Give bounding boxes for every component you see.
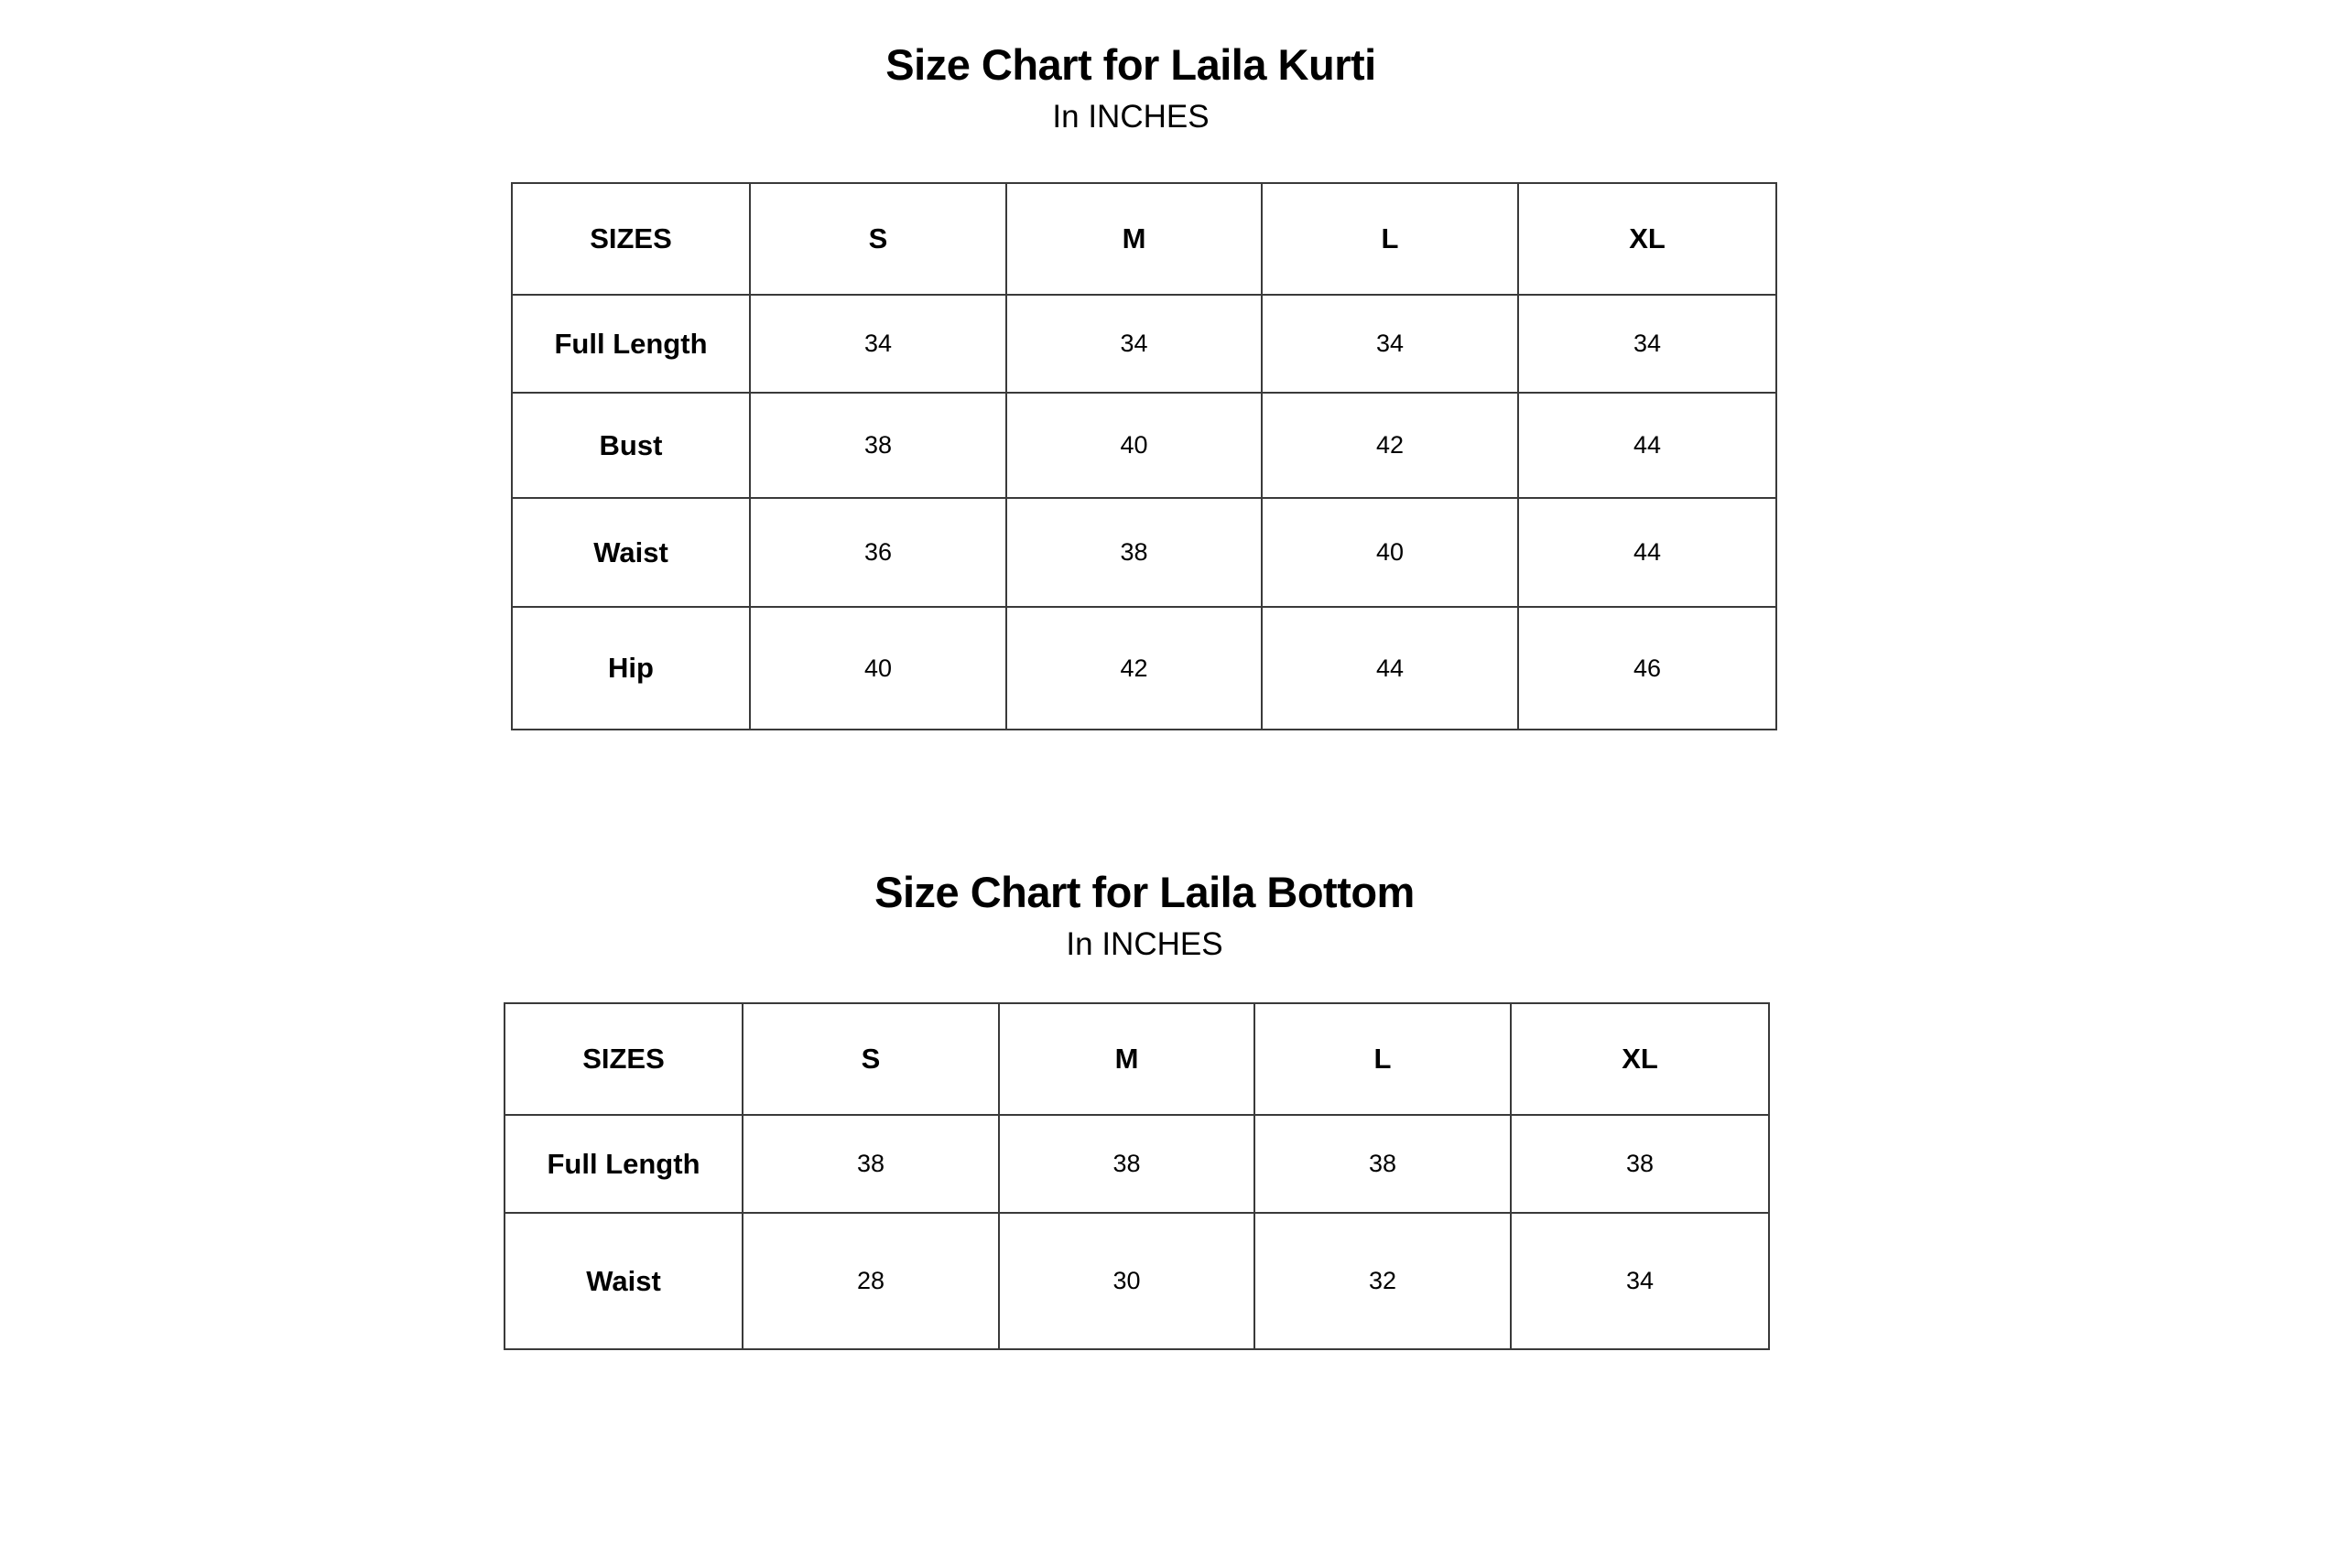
kurti-header-size-xl: XL [1518,183,1776,295]
kurti-header-size-m: M [1006,183,1262,295]
kurti-cell-value: 40 [750,607,1006,730]
kurti-cell-value: 42 [1262,393,1518,498]
table-row [512,498,1776,607]
bottom-size-chart-unit: In INCHES [1066,926,1223,962]
bottom-cell-value: 34 [1511,1213,1769,1349]
kurti-cell-value: 40 [1262,498,1518,607]
bottom-size-chart-title: Size Chart for Laila Bottom [874,868,1415,916]
kurti-header-row [512,183,1776,295]
table-row [505,1115,1769,1213]
table-row [512,295,1776,393]
kurti-cell-value: 38 [750,393,1006,498]
kurti-cell-value: 42 [1006,607,1262,730]
kurti-cell-value: 34 [1006,295,1262,393]
bottom-header-size-xl: XL [1511,1003,1769,1115]
kurti-size-chart-title: Size Chart for Laila Kurti [885,40,1376,89]
kurti-cell-value: 44 [1518,393,1776,498]
table-row [505,1213,1769,1349]
bottom-size-table [504,1002,1770,1350]
bottom-row-label-full-length: Full Length [505,1115,743,1213]
kurti-row-label-hip: Hip [512,607,750,730]
kurti-cell-value: 38 [1006,498,1262,607]
kurti-cell-value: 36 [750,498,1006,607]
bottom-cell-value: 38 [1254,1115,1511,1213]
table-row [512,393,1776,498]
bottom-cell-value: 38 [1511,1115,1769,1213]
bottom-header-row [505,1003,1769,1115]
bottom-cell-value: 30 [999,1213,1254,1349]
kurti-cell-value: 44 [1262,607,1518,730]
kurti-cell-value: 44 [1518,498,1776,607]
bottom-header-size-s: S [743,1003,999,1115]
bottom-row-label-waist: Waist [505,1213,743,1349]
bottom-cell-value: 38 [743,1115,999,1213]
bottom-header-size-l: L [1254,1003,1511,1115]
kurti-cell-value: 46 [1518,607,1776,730]
kurti-row-label-bust: Bust [512,393,750,498]
kurti-header-size-l: L [1262,183,1518,295]
bottom-cell-value: 32 [1254,1213,1511,1349]
kurti-size-table [511,182,1777,730]
kurti-row-label-waist: Waist [512,498,750,607]
kurti-cell-value: 40 [1006,393,1262,498]
bottom-cell-value: 38 [999,1115,1254,1213]
kurti-cell-value: 34 [750,295,1006,393]
bottom-cell-value: 28 [743,1213,999,1349]
kurti-header-sizes: SIZES [512,183,750,295]
table-row [512,607,1776,730]
kurti-cell-value: 34 [1262,295,1518,393]
kurti-header-size-s: S [750,183,1006,295]
bottom-header-sizes: SIZES [505,1003,743,1115]
kurti-row-label-full-length: Full Length [512,295,750,393]
bottom-header-size-m: M [999,1003,1254,1115]
kurti-cell-value: 34 [1518,295,1776,393]
kurti-size-chart-unit: In INCHES [1052,99,1210,135]
